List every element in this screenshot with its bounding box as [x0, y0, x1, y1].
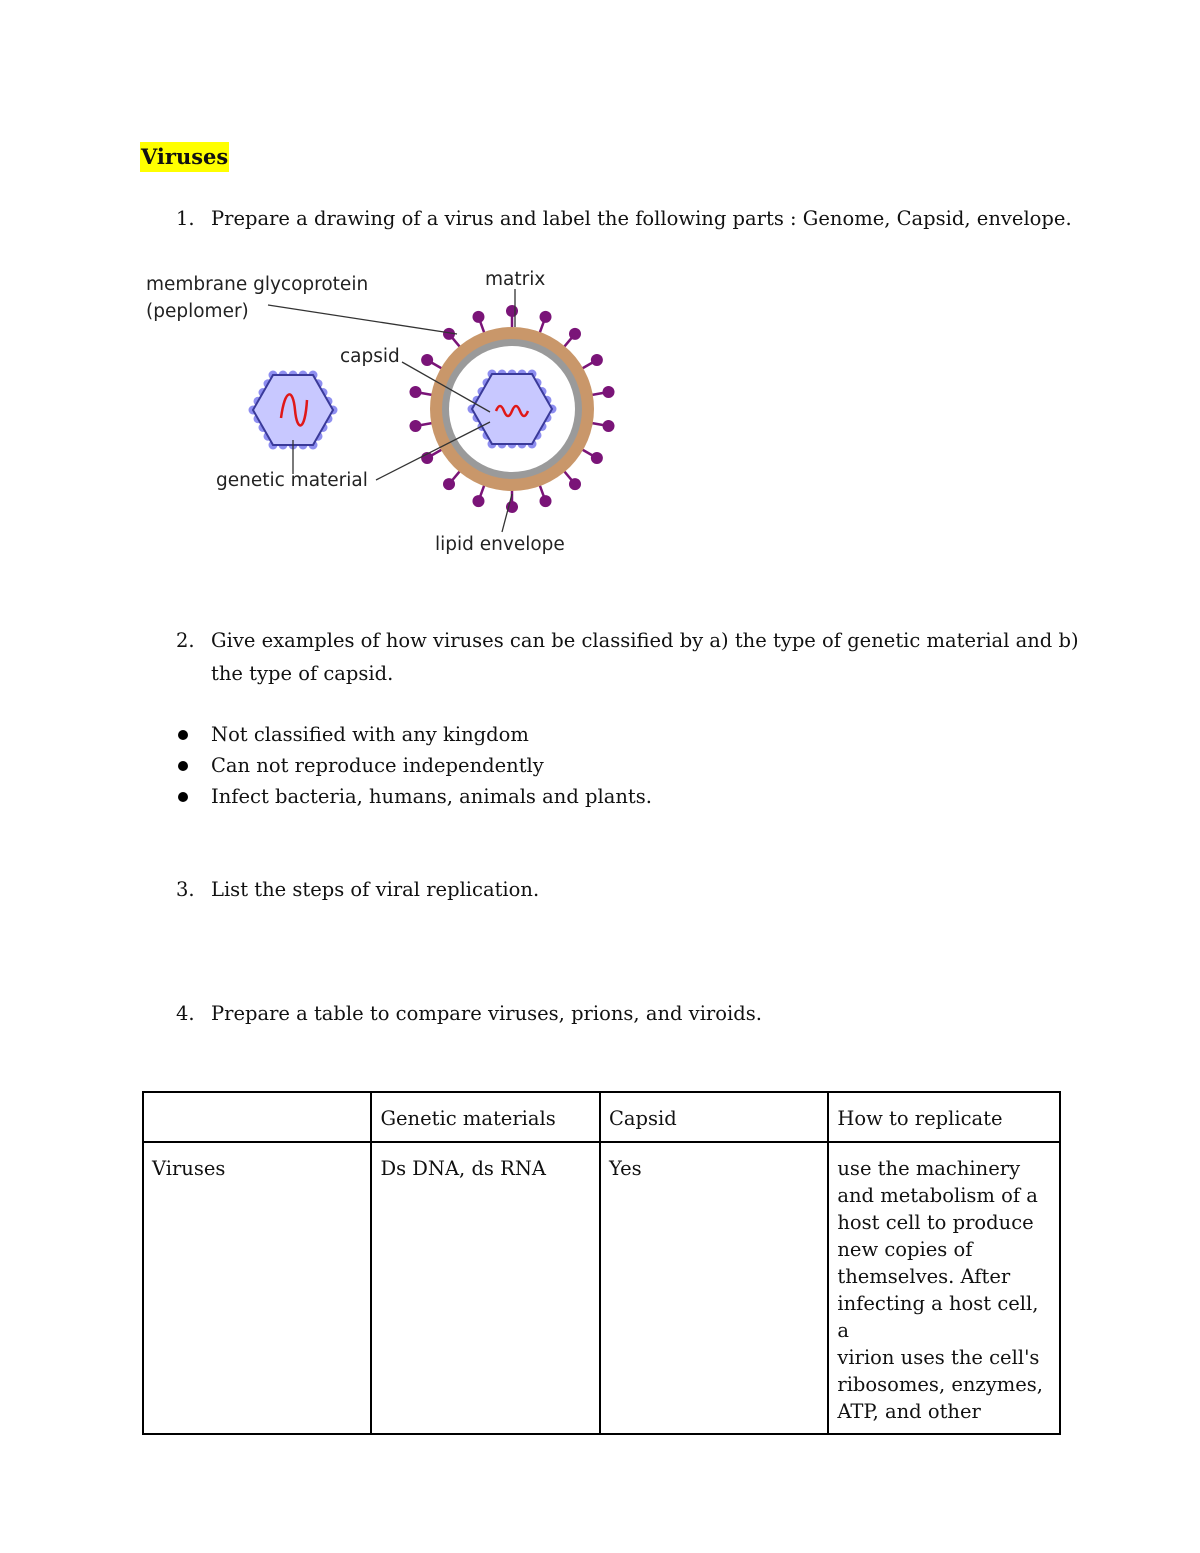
bullet-icon [178, 761, 188, 771]
table-header-cell: Genetic materials [371, 1092, 600, 1142]
bullet-icon [178, 792, 188, 802]
question-text-line1: Give examples of how viruses can be classified by a) the type of genetic material and b) [211, 629, 1079, 652]
peplomer-head [569, 328, 581, 340]
label-capsid: capsid [340, 346, 400, 367]
replicate-line: use the machinery [837, 1157, 1021, 1180]
peplomer-head [506, 305, 518, 317]
bullet-icon [178, 730, 188, 740]
peplomer-head [443, 478, 455, 490]
question-number: 3. [176, 878, 195, 901]
table-header-row [143, 1092, 1060, 1142]
label-lipid-envelope: lipid envelope [435, 534, 565, 555]
peplomer-head [472, 311, 484, 323]
label-peplomer: (peplomer) [146, 301, 249, 322]
question-number: 1. [176, 207, 195, 230]
replicate-line: themselves. After [837, 1265, 1011, 1288]
peplomer-head [540, 311, 552, 323]
replicate-line: new copies of [837, 1238, 973, 1261]
replicate-line: host cell to produce [837, 1211, 1034, 1234]
question-number: 4. [176, 1002, 195, 1025]
peplomer-head [409, 386, 421, 398]
bullet-text: Infect bacteria, humans, animals and plants. [211, 785, 652, 808]
peplomer-head [421, 354, 433, 366]
table-cell-name: Viruses [143, 1142, 371, 1434]
peplomer-head [472, 495, 484, 507]
table-row [143, 1142, 1060, 1434]
table-cell-genetic: Ds DNA, ds RNA [371, 1142, 600, 1434]
table-header-cell: Capsid [600, 1092, 828, 1142]
replicate-line: infecting a host cell, a [837, 1292, 1039, 1342]
label-matrix: matrix [485, 269, 546, 290]
peplomer-head [591, 452, 603, 464]
label-membrane-glycoprotein: membrane glycoprotein [146, 274, 369, 295]
replicate-line: virion uses the cell's [837, 1346, 1040, 1369]
virus-diagram [140, 262, 630, 562]
enveloped-virus [409, 305, 614, 513]
peplomer-head [603, 420, 615, 432]
peplomer-head [569, 478, 581, 490]
replicate-line: and metabolism of a [837, 1184, 1038, 1207]
question-text: Prepare a table to compare viruses, prions, and viroids. [211, 1002, 762, 1025]
bullet-text: Not classified with any kingdom [211, 723, 529, 746]
table-header-cell: How to replicate [828, 1092, 1060, 1142]
table-header-cell [143, 1092, 371, 1142]
table-cell-capsid: Yes [600, 1142, 828, 1434]
peplomer-head [591, 354, 603, 366]
question-text: Prepare a drawing of a virus and label the following parts : Genome, Capsid, envelope. [211, 207, 1072, 230]
comparison-table [142, 1091, 1061, 1435]
table-cell-replicate [828, 1142, 1060, 1434]
peplomer-head [409, 420, 421, 432]
replicate-line: ribosomes, enzymes, [837, 1373, 1043, 1396]
naked-virus [249, 371, 338, 450]
section-heading: Viruses [140, 142, 229, 172]
peplomer-head [540, 495, 552, 507]
bullet-text: Can not reproduce independently [211, 754, 544, 777]
question-text-line2: the type of capsid. [211, 662, 394, 685]
peplomer-head [603, 386, 615, 398]
label-genetic-material: genetic material [216, 470, 368, 491]
question-text: List the steps of viral replication. [211, 878, 540, 901]
replicate-line: ATP, and other [837, 1400, 981, 1423]
question-number: 2. [176, 629, 195, 652]
